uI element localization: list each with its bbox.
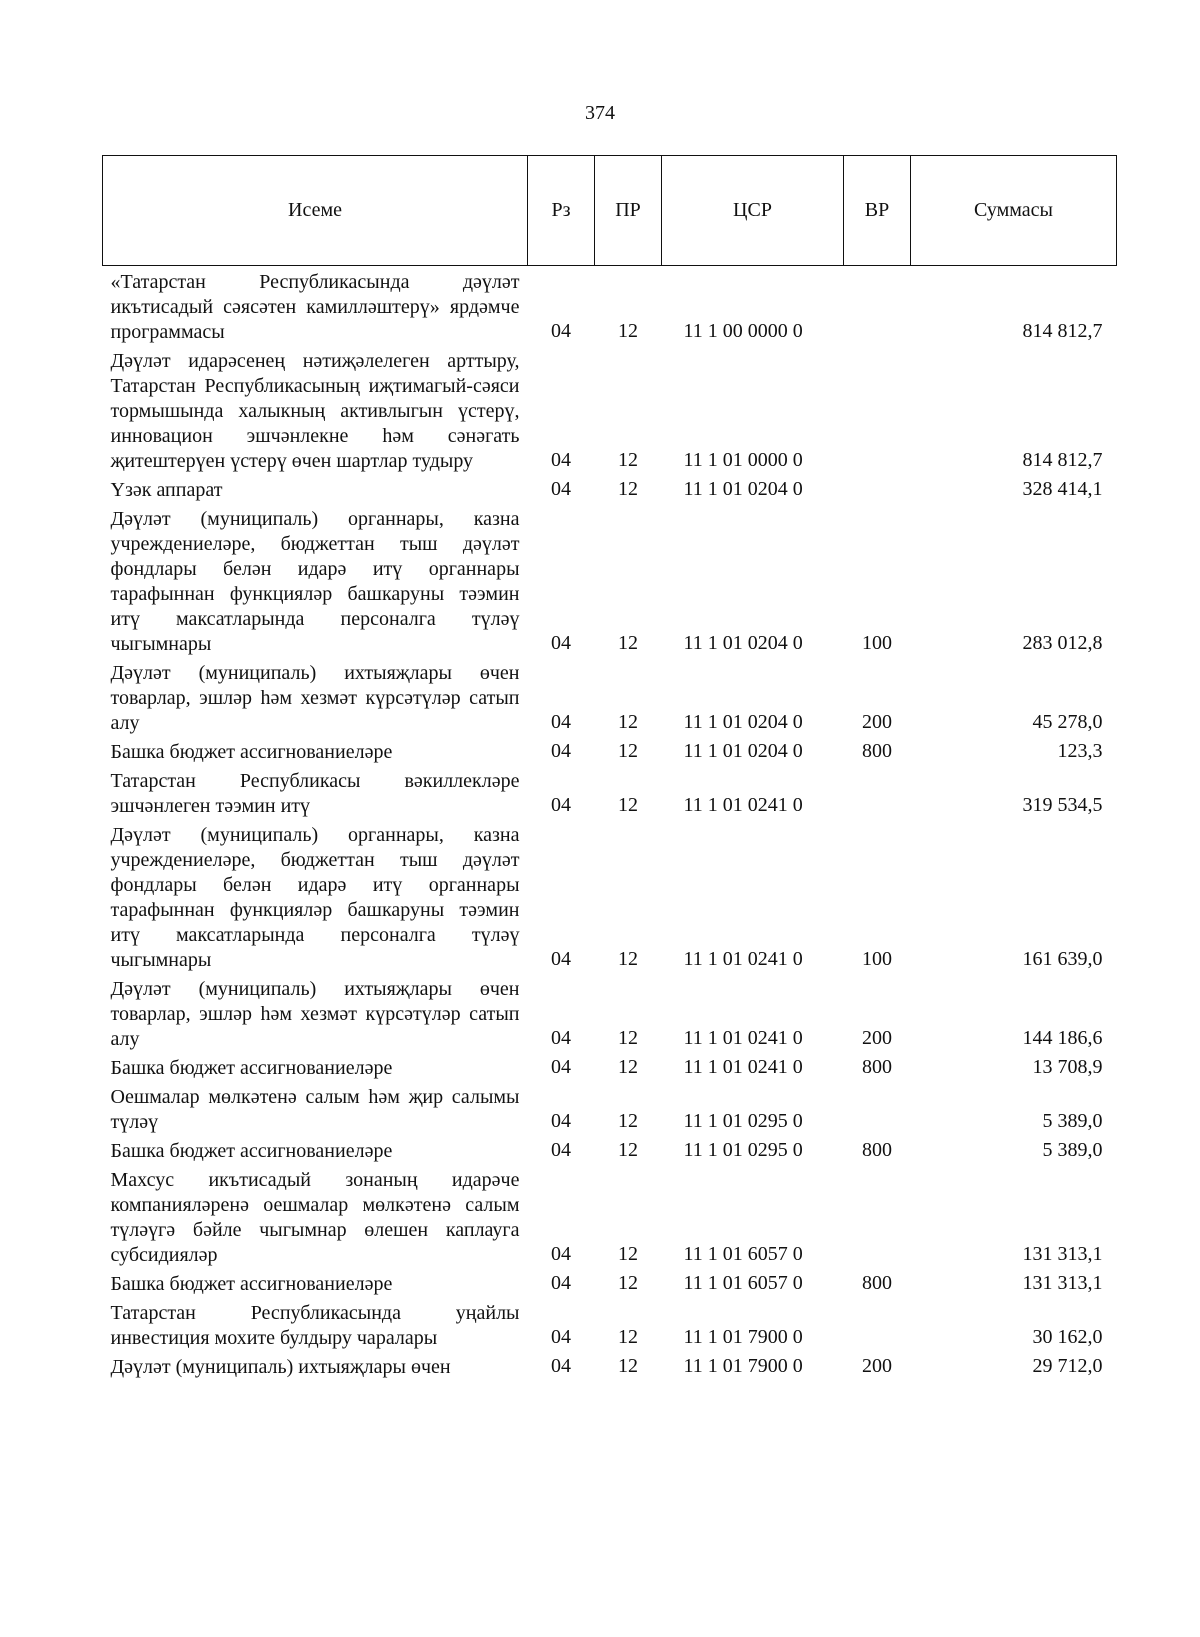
row-rz: 04 bbox=[551, 1139, 571, 1161]
row-pr: 12 bbox=[618, 320, 638, 342]
row-sum: 814 812,7 bbox=[1022, 320, 1103, 342]
row-rz: 04 bbox=[551, 320, 571, 342]
row-rz: 04 bbox=[551, 1110, 571, 1132]
row-name: Махсус икътисадый зонаның идарәче компанияләренә оешмалар мөлкәтенә салым түләүгә бәйле чыгымнар өлешен каплауга субсидияләр bbox=[110, 1169, 520, 1266]
row-name: Үзәк аппарат bbox=[110, 479, 223, 501]
row-rz: 04 bbox=[551, 632, 571, 654]
row-name: Дәүләт (муниципаль) органнары, казна учреждениеләре, бюджеттан тыш дәүләт фондлары белән идарә итү органнары тарафыннан функцияләр башкаруны тәэмин итү максатларында персоналга түләү чыгымнары bbox=[110, 508, 520, 655]
row-rz: 04 bbox=[551, 794, 571, 816]
row-sum: 131 313,1 bbox=[1022, 1243, 1103, 1265]
table-row bbox=[103, 1055, 1117, 1084]
row-rz: 04 bbox=[551, 948, 571, 970]
row-rz: 04 bbox=[551, 1027, 571, 1049]
row-csr: 11 1 01 0204 0 bbox=[683, 632, 803, 654]
row-csr: 11 1 01 0204 0 bbox=[683, 740, 803, 762]
row-rz: 04 bbox=[551, 1243, 571, 1265]
row-pr: 12 bbox=[618, 1110, 638, 1132]
table-header bbox=[103, 156, 1117, 266]
row-pr: 12 bbox=[618, 1243, 638, 1265]
row-sum: 814 812,7 bbox=[1022, 449, 1103, 471]
header-csr: ЦСР bbox=[662, 156, 844, 266]
row-csr: 11 1 01 6057 0 bbox=[683, 1243, 803, 1265]
row-sum: 13 708,9 bbox=[1032, 1056, 1103, 1078]
table-row bbox=[103, 976, 1117, 1055]
row-pr: 12 bbox=[618, 1355, 638, 1377]
row-name: Татарстан Республикасында уңайлы инвестиция мохите булдыру чаралары bbox=[110, 1302, 520, 1349]
row-pr: 12 bbox=[618, 449, 638, 471]
row-sum: 5 389,0 bbox=[1042, 1110, 1103, 1132]
row-name: Дәүләт идарәсенең нәтиҗәлелеген арттыру, Татарстан Республикасының иҗтимагый-сәяси тормышында халыкның активлыгын үстерү, инновацион эшчәнлекне һәм сәнәгать җитештерүен үстерү өчен шартлар тудыру bbox=[110, 350, 520, 472]
row-sum: 5 389,0 bbox=[1042, 1139, 1103, 1161]
row-pr: 12 bbox=[618, 1326, 638, 1348]
row-csr: 11 1 01 0295 0 bbox=[683, 1110, 803, 1132]
table-row bbox=[103, 348, 1117, 477]
row-name: Дәүләт (муниципаль) органнары, казна учреждениеләре, бюджеттан тыш дәүләт фондлары белән идарә итү органнары тарафыннан функцияләр башкаруны тәэмин итү максатларында персоналга түләү чыгымнары bbox=[110, 824, 520, 971]
row-rz: 04 bbox=[551, 740, 571, 762]
row-vr bbox=[844, 1300, 911, 1354]
table-row bbox=[103, 477, 1117, 506]
row-vr bbox=[844, 768, 911, 822]
row-name: Татарстан Республикасы вәкиллекләре эшчәнлеген тәэмин итү bbox=[110, 770, 520, 817]
table-row bbox=[103, 739, 1117, 768]
row-name: Дәүләт (муниципаль) ихтыяҗлары өчен товарлар, эшләр һәм хезмәт күрсәтүләр сатып алу bbox=[110, 662, 520, 734]
row-vr: 100 bbox=[862, 948, 892, 970]
row-rz: 04 bbox=[551, 449, 571, 471]
table-row bbox=[103, 1354, 1117, 1383]
row-sum: 131 313,1 bbox=[1022, 1272, 1103, 1294]
table-row bbox=[103, 1300, 1117, 1354]
row-csr: 11 1 01 6057 0 bbox=[683, 1272, 803, 1294]
row-vr: 200 bbox=[862, 711, 892, 733]
row-pr: 12 bbox=[618, 794, 638, 816]
row-name: Башка бюджет ассигнованиеләре bbox=[110, 1057, 393, 1079]
row-sum: 328 414,1 bbox=[1022, 478, 1103, 500]
row-csr: 11 1 01 0241 0 bbox=[683, 1056, 803, 1078]
row-pr: 12 bbox=[618, 632, 638, 654]
row-pr: 12 bbox=[618, 1056, 638, 1078]
row-csr: 11 1 01 7900 0 bbox=[683, 1326, 803, 1348]
row-name: Дәүләт (муниципаль) ихтыяҗлары өчен bbox=[110, 1356, 451, 1378]
row-sum: 29 712,0 bbox=[1032, 1355, 1103, 1377]
row-vr bbox=[844, 1167, 911, 1271]
table-row bbox=[103, 822, 1117, 976]
row-vr bbox=[844, 348, 911, 477]
row-name: Башка бюджет ассигнованиеләре bbox=[110, 1140, 393, 1162]
table-row bbox=[103, 768, 1117, 822]
row-pr: 12 bbox=[618, 740, 638, 762]
row-name: «Татарстан Республикасында дәүләт икътисадый сәясәтен камилләштерү» ярдәмче программасы bbox=[110, 271, 520, 343]
row-vr bbox=[844, 477, 911, 506]
row-csr: 11 1 01 0295 0 bbox=[683, 1139, 803, 1161]
row-sum: 123,3 bbox=[1057, 740, 1103, 762]
row-csr: 11 1 01 0241 0 bbox=[683, 1027, 803, 1049]
row-rz: 04 bbox=[551, 711, 571, 733]
table-row bbox=[103, 1138, 1117, 1167]
row-sum: 30 162,0 bbox=[1032, 1326, 1103, 1348]
row-csr: 11 1 01 7900 0 bbox=[683, 1355, 803, 1377]
table-row bbox=[103, 660, 1117, 739]
row-vr: 800 bbox=[862, 1056, 892, 1078]
header-sum: Суммасы bbox=[911, 156, 1117, 266]
row-csr: 11 1 01 0000 0 bbox=[683, 449, 803, 471]
row-vr: 100 bbox=[862, 632, 892, 654]
table-row bbox=[103, 1084, 1117, 1138]
table-body bbox=[103, 266, 1117, 1384]
row-csr: 11 1 00 0000 0 bbox=[683, 320, 803, 342]
row-name: Башка бюджет ассигнованиеләре bbox=[110, 1273, 393, 1295]
row-vr: 200 bbox=[862, 1355, 892, 1377]
row-name: Дәүләт (муниципаль) ихтыяҗлары өчен товарлар, эшләр һәм хезмәт күрсәтүләр сатып алу bbox=[110, 978, 520, 1050]
row-csr: 11 1 01 0204 0 bbox=[683, 478, 803, 500]
row-rz: 04 bbox=[551, 1326, 571, 1348]
header-name: Исеме bbox=[103, 156, 528, 266]
header-pr: ПР bbox=[595, 156, 662, 266]
table-row bbox=[103, 506, 1117, 660]
table-row bbox=[103, 1167, 1117, 1271]
row-vr bbox=[844, 1084, 911, 1138]
row-pr: 12 bbox=[618, 1027, 638, 1049]
row-csr: 11 1 01 0204 0 bbox=[683, 711, 803, 733]
row-pr: 12 bbox=[618, 711, 638, 733]
row-sum: 319 534,5 bbox=[1022, 794, 1103, 816]
header-rz: Рз bbox=[528, 156, 595, 266]
row-sum: 283 012,8 bbox=[1022, 632, 1103, 654]
row-rz: 04 bbox=[551, 478, 571, 500]
row-sum: 45 278,0 bbox=[1032, 711, 1103, 733]
row-sum: 144 186,6 bbox=[1022, 1027, 1103, 1049]
row-pr: 12 bbox=[618, 478, 638, 500]
row-sum: 161 639,0 bbox=[1022, 948, 1103, 970]
table-row bbox=[103, 266, 1117, 349]
page-number: 374 bbox=[585, 102, 615, 124]
row-name: Башка бюджет ассигнованиеләре bbox=[110, 741, 393, 763]
row-vr bbox=[844, 266, 911, 349]
row-pr: 12 bbox=[618, 1139, 638, 1161]
row-rz: 04 bbox=[551, 1355, 571, 1377]
row-vr: 800 bbox=[862, 1272, 892, 1294]
row-pr: 12 bbox=[618, 948, 638, 970]
table-row bbox=[103, 1271, 1117, 1300]
row-pr: 12 bbox=[618, 1272, 638, 1294]
row-csr: 11 1 01 0241 0 bbox=[683, 794, 803, 816]
row-name: Оешмалар мөлкәтенә салым һәм җир салымы түләү bbox=[110, 1086, 520, 1133]
budget-table bbox=[102, 155, 1117, 1383]
row-csr: 11 1 01 0241 0 bbox=[683, 948, 803, 970]
row-rz: 04 bbox=[551, 1272, 571, 1294]
row-rz: 04 bbox=[551, 1056, 571, 1078]
header-vr: ВР bbox=[844, 156, 911, 266]
row-vr: 800 bbox=[862, 740, 892, 762]
row-vr: 800 bbox=[862, 1139, 892, 1161]
row-vr: 200 bbox=[862, 1027, 892, 1049]
